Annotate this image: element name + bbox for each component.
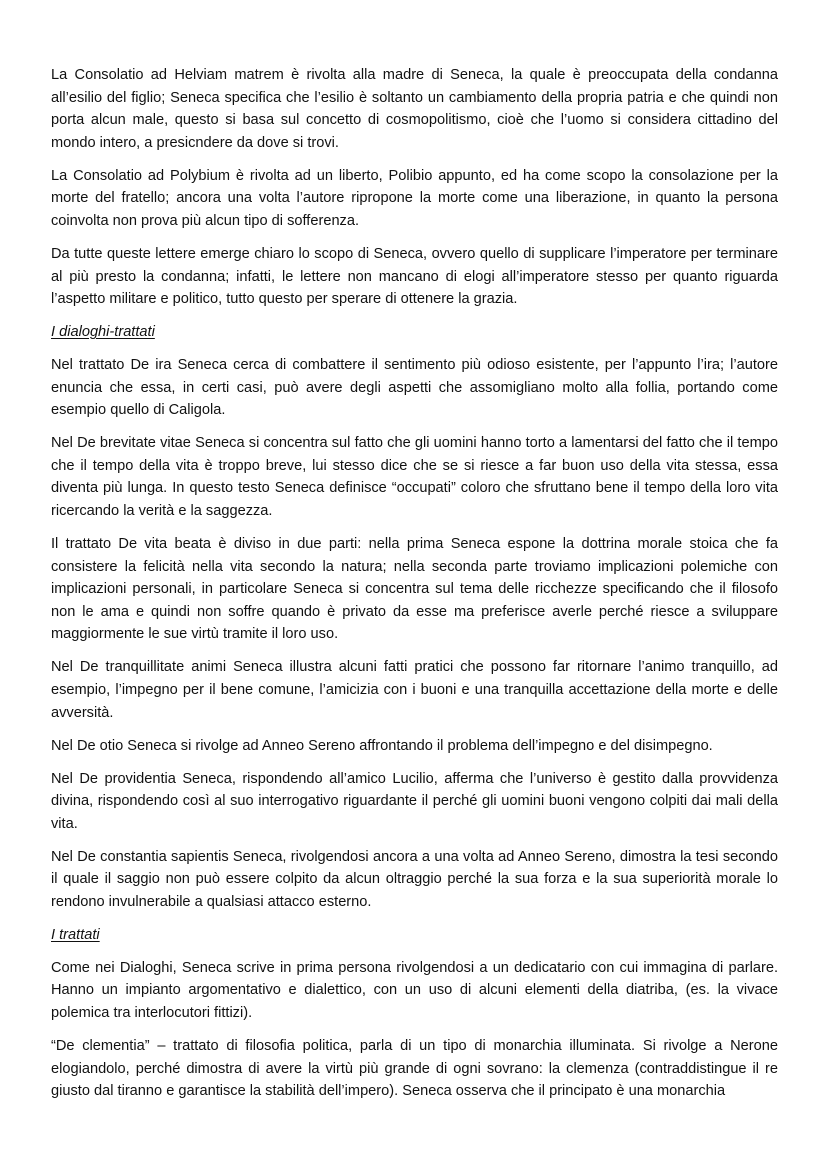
paragraph-de-tranquillitate-animi: Nel De tranquillitate animi Seneca illustra alcuni fatti pratici che possono far ritornare l’animo tranquillo, ad esempio, l’impegno per il bene comune, l’amicizia con i buoni e una tranquilla accettazione della morte e delle avversità. xyxy=(51,659,778,721)
paragraph-de-brevitate-vitae: Nel De brevitate vitae Seneca si concentra sul fatto che gli uomini hanno torto a lamentarsi del fatto che il tempo che il tempo della vita è troppo breve, lui stesso dice che se si riesce a far buon uso della vita stessa, essa diventa più lunga. In questo testo Seneca definisce “occupati” coloro che sfruttano bene il tempo della loro vita ricercando la verità e la saggezza. xyxy=(51,435,778,520)
document-page xyxy=(51,64,778,1113)
paragraph-de-vita-beata: Il trattato De vita beata è diviso in due parti: nella prima Seneca espone la dottrina morale stoica che fa consistere la felicità nella vita secondo la natura; nella seconda parte troviamo implicazioni polemiche con implicazioni personali, in particolare Seneca si concentra sul tema delle ricchezze specificando che il filosofo non le ama e quindi non soffre quando è privato da esse ma preferisce averle perché riesce a sviluppare maggiormente le sue virtù tramite il loro uso. xyxy=(51,536,778,643)
paragraph-de-constantia-sapientis: Nel De constantia sapientis Seneca, rivolgendosi ancora a una volta ad Anneo Sereno, dimostra la tesi secondo il quale il saggio non può essere colpito da alcun oltraggio perché la sua forza e la sua superiorità morale lo rendono invulnerabile a qualsiasi attacco esterno. xyxy=(51,848,778,910)
section-heading-trattati: I trattati xyxy=(51,926,100,943)
section-heading-dialoghi: I dialoghi-trattati xyxy=(51,324,155,341)
paragraph-de-otio: Nel De otio Seneca si rivolge ad Anneo Sereno affrontando il problema dell’impegno e del disimpegno. xyxy=(51,737,713,754)
paragraph-de-providentia: Nel De providentia Seneca, rispondendo all’amico Lucilio, afferma che l’universo è gestito dalla provvidenza divina, rispondendo così al suo interrogativo riguardante il perché gli uomini buoni vengono colpiti dai mali della vita. xyxy=(51,770,778,832)
paragraph-de-clementia: “De clementia” – trattato di filosofia politica, parla di un tipo di monarchia illuminata. Si rivolge a Nerone elogiandolo, perché dimostra di avere la virtù più grande di ogni sovrano: la clemenza (contraddistingue il re giusto dal tiranno e garantisce la stabilità dell’impero). Seneca osserva che il principato è una monarchia xyxy=(51,1038,778,1100)
paragraph-consolatio-helviam: La Consolatio ad Helviam matrem è rivolta alla madre di Seneca, la quale è preoccupata della condanna all’esilio del figlio; Seneca specifica che l’esilio è soltanto un cambiamento della propria patria e che quindi non porta alcun male, questo si basa sul concetto di cosmopolitismo, cioè che l’uomo si considera cittadino del mondo intero, a presicndere da dove si trovi. xyxy=(51,67,778,151)
paragraph-consolatio-polybium: La Consolatio ad Polybium è rivolta ad un liberto, Polibio appunto, ed ha come scopo la consolazione per la morte del fratello; ancora una volta l’autore ripropone la morte come una liberazione, in quanto la persona coinvolta non prova più alcun tipo di sofferenza. xyxy=(51,167,778,229)
paragraph-trattati-intro: Come nei Dialoghi, Seneca scrive in prima persona rivolgendosi a un dedicatario con cui immagina di parlare. Hanno un impianto argomentativo e dialettico, con un uso di alcuni elementi della diatriba, (es. la vivace polemica tra interlocutori fittizi). xyxy=(51,959,778,1022)
paragraph-de-ira: Nel trattato De ira Seneca cerca di combattere il sentimento più odioso esistente, per l’appunto l’ira; l’autore enuncia che essa, in certi casi, può avere degli aspetti che assomigliano molto alla follia, portando come esempio quello di Caligola. xyxy=(51,357,778,419)
paragraph-scopo-lettere: Da tutte queste lettere emerge chiaro lo scopo di Seneca, ovvero quello di supplicare l’imperatore per terminare al più presto la condanna; infatti, le lettere non mancano di elogi all’imperatore stesso per quanto riguarda l’aspetto militare e politico, tutto questo per sperare di ottenere la grazia. xyxy=(51,245,778,308)
